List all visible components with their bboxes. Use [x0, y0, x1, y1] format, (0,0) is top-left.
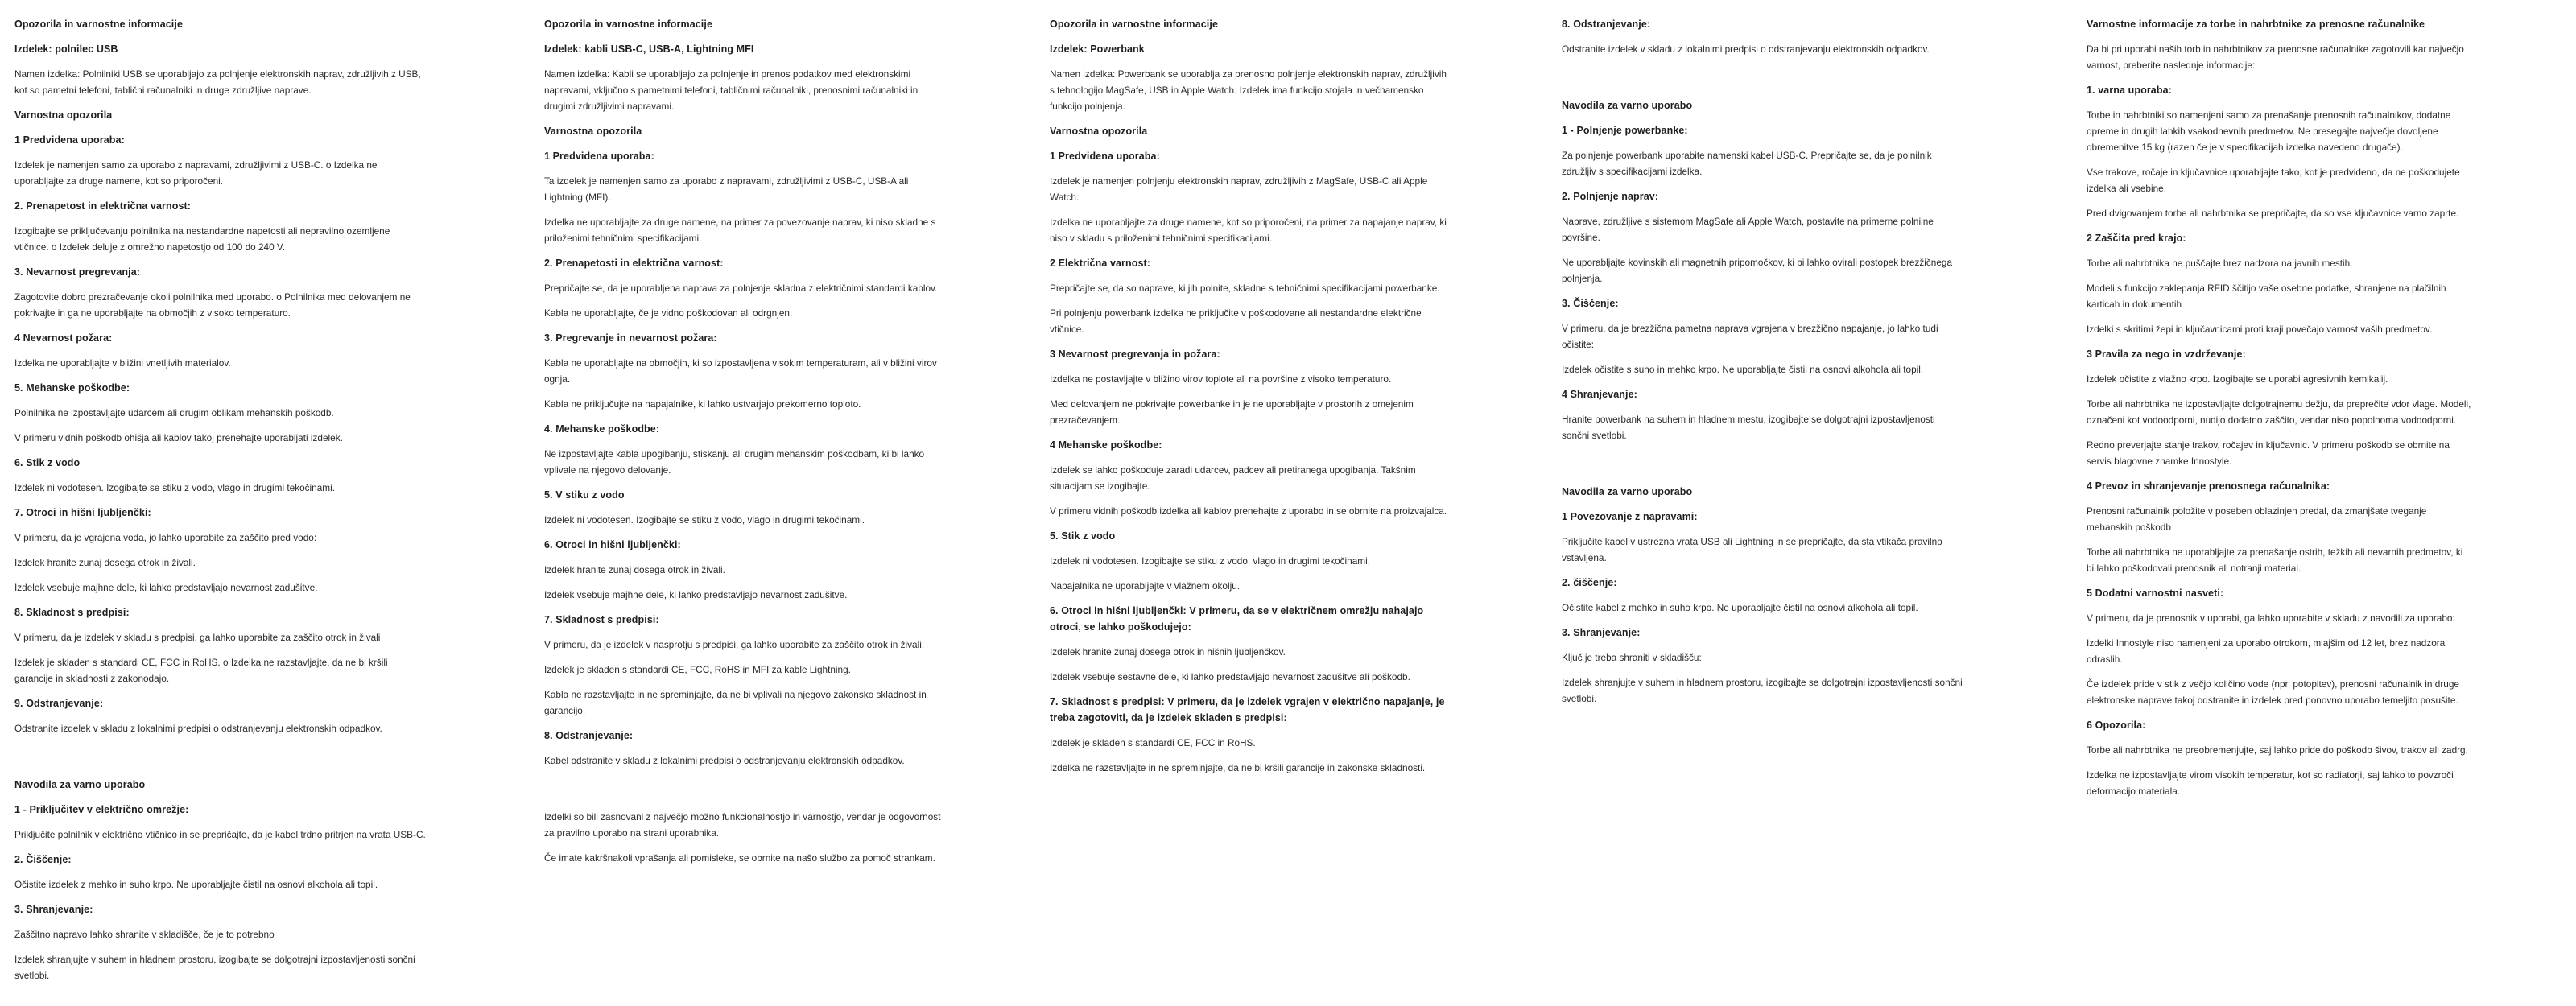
section-heading: Izdelek: Powerbank — [1050, 43, 1145, 55]
paragraph: V primeru, da je brezžična pametna naprava vgrajena v brezžično napajanje, jo lahko tudi očistite: — [1562, 323, 1938, 350]
paragraph: Izdelka ne postavljajte v bližino virov toplote ali na površine z visoko temperaturo. — [1050, 373, 1392, 385]
paragraph: Med delovanjem ne pokrivajte powerbanke in je ne uporabljajte v prostorih z omejenim prezračevanjem. — [1050, 398, 1414, 426]
paragraph: Torbe ali nahrbtnika ne puščajte brez nadzora na javnih mestih. — [2087, 258, 2353, 269]
paragraph: Priključite kabel v ustrezna vrata USB ali Lightning in se prepričajte, da sta vtikača pravilno vstavljena. — [1562, 536, 1942, 563]
paragraph: Napajalnika ne uporabljajte v vlažnem okolju. — [1050, 580, 1241, 592]
paragraph: Izdelek očistite z vlažno krpo. Izogibajte se uporabi agresivnih kemikalij. — [2087, 373, 2388, 385]
section-heading: Opozorila in varnostne informacije — [14, 19, 183, 30]
paragraph: Namen izdelka: Powerbank se uporablja za prenosno polnjenje elektronskih naprav, združljivih s tehnologijo MagSafe, USB in Apple Watch. Izdelek ima funkcijo stojala in večnamensko funkcijo polnjenja. — [1050, 68, 1447, 112]
paragraph: Kabla ne uporabljajte, če je vidno poškodovan ali odrgnjen. — [544, 307, 793, 319]
paragraph: Ta izdelek je namenjen samo za uporabo z napravami, združljivimi z USB-C, USB-A ali Lightning (MFI). — [544, 175, 909, 203]
section-heading: Varnostna opozorila — [14, 109, 113, 121]
paragraph: Izdelek je skladen s standardi CE, FCC, RoHS in MFI za kable Lightning. — [544, 664, 851, 675]
paragraph: Namen izdelka: Polnilniki USB se uporabljajo za polnjenje elektronskih naprav, združljivih z USB, kot so pametni telefoni, tablični računalniki in druge združljive naprave. — [14, 68, 421, 96]
paragraph: Izdelka ne uporabljajte v bližini vnetljivih materialov. — [14, 357, 231, 369]
paragraph: Odstranite izdelek v skladu z lokalnimi predpisi o odstranjevanju elektronskih odpadkov. — [1562, 43, 1930, 55]
paragraph: V primeru, da je vgrajena voda, jo lahko uporabite za zaščito pred vodo: — [14, 532, 317, 543]
section-heading: Navodila za varno uporabo — [14, 779, 146, 790]
paragraph: Izdelek se lahko poškoduje zaradi udarcev, padcev ali pretiranega upogibanja. Takšnim situacijam se izogibajte. — [1050, 464, 1416, 492]
paragraph: Polnilnika ne izpostavljajte udarcem ali drugim oblikam mehanskih poškodb. — [14, 407, 334, 418]
paragraph: Za polnjenje powerbank uporabite namenski kabel USB-C. Prepričajte se, da je polnilnik združljiv s specifikacijami izdelka. — [1562, 150, 1932, 177]
paragraph: Torbe in nahrbtniki so namenjeni samo za prenašanje prenosnih računalnikov, dodatne opreme in drugih lahkih vsakodnevnih predmetov. Ne presegajte največje dovoljene obremenitve 15 kg (razen če je v specifikacijah izdelka navedeno drugače). — [2087, 109, 2451, 153]
paragraph: Izdelek shranjujte v suhem in hladnem prostoru, izogibajte se dolgotrajni izpostavljenosti sončni svetlobi. — [14, 954, 415, 981]
section-heading: 3. Nevarnost pregrevanja: — [14, 266, 141, 278]
paragraph: Izdelek je namenjen polnjenju elektronskih naprav, združljivih z MagSafe, USB-C ali Apple Watch. — [1050, 175, 1428, 203]
spacer — [1562, 66, 1964, 89]
paragraph: Izdelki Innostyle niso namenjeni za uporabo otrokom, mlajšim od 12 let, brez nadzora odraslih. — [2087, 637, 2446, 665]
section-heading: Navodila za varno uporabo — [1562, 486, 1693, 497]
section-heading: 1 Predvidena uporaba: — [544, 150, 654, 162]
section-heading: 6. Otroci in hišni ljubljenčki: V primeru, da se v električnem omrežju nahajajo otroci, se lahko poškodujejo: — [1050, 605, 1424, 633]
section-heading: 4 Shranjevanje: — [1562, 389, 1637, 400]
section-heading: 3 Pravila za nego in vzdrževanje: — [2087, 348, 2246, 360]
section-heading: 8. Odstranjevanje: — [544, 730, 634, 741]
paragraph: Izdelek očistite s suho in mehko krpo. Ne uporabljajte čistil na osnovi alkohola ali topil. — [1562, 364, 1924, 375]
paragraph: Namen izdelka: Kabli se uporabljajo za polnjenje in prenos podatkov med elektronskimi napravami, vključno s pametnimi telefoni, tabličnimi računalniki, prenosnimi računalniki in drugimi združljivimi napravami. — [544, 68, 919, 112]
section-heading: 2. čiščenje: — [1562, 577, 1617, 588]
paragraph: Če izdelek pride v stik z večjo količino vode (npr. potopitev), prenosni računalnik in druge elektronske naprave takoj odstranite in izdelek pred ponovno uporabo temeljito posušite. — [2087, 678, 2459, 706]
paragraph: Izdelek vsebuje majhne dele, ki lahko predstavljajo nevarnost zadušitve. — [544, 589, 848, 600]
section-heading: 5. V stiku z vodo — [544, 489, 625, 501]
paragraph: Pri polnjenju powerbank izdelka ne priključite v poškodovane ali nestandardne električne vtičnice. — [1050, 307, 1422, 335]
paragraph: Izdelek ni vodotesen. Izogibajte se stiku z vodo, vlago in drugimi tekočinami. — [14, 482, 336, 493]
section-heading: Opozorila in varnostne informacije — [544, 19, 712, 30]
spacer — [1562, 452, 1964, 475]
paragraph: Izdelek vsebuje majhne dele, ki lahko predstavljajo nevarnost zadušitve. — [14, 582, 318, 593]
section-heading: Navodila za varno uporabo — [1562, 100, 1693, 111]
paragraph: Izdelek shranjujte v suhem in hladnem prostoru, izogibajte se dolgotrajni izpostavljenosti sončni svetlobi. — [1562, 677, 1963, 704]
section-heading: 5. Stik z vodo — [1050, 530, 1116, 542]
paragraph: Kabel odstranite v skladu z lokalnimi predpisi o odstranjevanju elektronskih odpadkov. — [544, 755, 905, 766]
column-powerbank-safety — [1050, 16, 1452, 785]
section-heading: 3. Shranjevanje: — [1562, 627, 1641, 638]
paragraph: Prepričajte se, da so naprave, ki jih polnite, skladne s tehničnimi specifikacijami powerbanke. — [1050, 282, 1440, 294]
section-heading: 6. Otroci in hišni ljubljenčki: — [544, 539, 681, 550]
paragraph: V primeru vidnih poškodb izdelka ali kablov prenehajte z uporabo in se obrnite na proizvajalca. — [1050, 505, 1447, 517]
paragraph: Izdelki s skritimi žepi in ključavnicami proti kraji povečajo varnost vaših predmetov. — [2087, 324, 2433, 335]
section-heading: Varnostna opozorila — [544, 126, 642, 137]
paragraph: Če imate kakršnakoli vprašanja ali pomisleke, se obrnite na našo službo za pomoč strankam. — [544, 852, 935, 864]
section-heading: 8. Odstranjevanje: — [1562, 19, 1651, 30]
paragraph: V primeru, da je izdelek v skladu s predpisi, ga lahko uporabite za zaščito otrok in živali — [14, 632, 381, 643]
paragraph: Izdelka ne izpostavljajte virom visokih temperatur, kot so radiatorji, saj lahko to povzroči deformacijo materiala. — [2087, 769, 2454, 797]
paragraph: Zaščitno napravo lahko shranite v skladišče, če je to potrebno — [14, 929, 275, 940]
paragraph: Vse trakove, ročaje in ključavnice uporabljajte tako, kot je predvideno, da ne poškodujete izdelka ali vsebine. — [2087, 167, 2460, 194]
paragraph: Naprave, združljive s sistemom MagSafe ali Apple Watch, postavite na primerne polnilne površine. — [1562, 216, 1934, 243]
paragraph: Izdelek ni vodotesen. Izogibajte se stiku z vodo, vlago in drugimi tekočinami. — [544, 514, 865, 526]
section-heading: 3. Pregrevanje in nevarnost požara: — [544, 332, 717, 344]
section-heading: 3 Nevarnost pregrevanja in požara: — [1050, 348, 1220, 360]
paragraph: Izdelka ne razstavljajte in ne spreminjajte, da ne bi kršili garancije in zakonske skladnosti. — [1050, 762, 1426, 773]
paragraph: Kabla ne razstavljajte in ne spreminjajte, da ne bi vplivali na njegovo zakonsko skladnost in garancijo. — [544, 689, 927, 716]
paragraph: V primeru, da je izdelek v nasprotju s predpisi, ga lahko uporabite za zaščito otrok in živali: — [544, 639, 925, 650]
paragraph: Kabla ne priključujte na napajalnike, ki lahko ustvarjajo prekomerno toploto. — [544, 398, 861, 410]
section-heading: 5. Mehanske poškodbe: — [14, 382, 130, 394]
paragraph: Pred dvigovanjem torbe ali nahrbtnika se prepričajte, da so vse ključavnice varno zaprte. — [2087, 208, 2459, 219]
paragraph: Izdelek hranite zunaj dosega otrok in živali. — [544, 564, 725, 575]
section-heading: Izdelek: kabli USB-C, USB-A, Lightning MFI — [544, 43, 754, 55]
section-heading: 1 - Polnjenje powerbanke: — [1562, 125, 1688, 136]
paragraph: Izdelek hranite zunaj dosega otrok in hišnih ljubljenčkov. — [1050, 646, 1286, 658]
column-usb-charger-safety — [14, 16, 427, 992]
section-heading: Varnostne informacije za torbe in nahrbtnike za prenosne računalnike — [2087, 19, 2425, 30]
paragraph: Kabla ne uporabljajte na območjih, ki so izpostavljena visokim temperaturam, ali v bližini virov ognja. — [544, 357, 937, 385]
section-heading: 4 Nevarnost požara: — [14, 332, 113, 344]
section-heading: 2 Zaščita pred krajo: — [2087, 233, 2186, 244]
section-heading: 6 Opozorila: — [2087, 719, 2146, 731]
section-heading: 1. varna uporaba: — [2087, 85, 2172, 96]
paragraph: Torbe ali nahrbtnika ne izpostavljajte dolgotrajnemu dežju, da preprečite vdor vlage. Modeli, označeni kot vodoodporni, nudijo dodatno zaščito, vendar niso popolnoma vodoodporni. — [2087, 398, 2471, 426]
column-powerbank-usage — [1562, 16, 1964, 715]
section-heading: 4 Prevoz in shranjevanje prenosnega računalnika: — [2087, 480, 2330, 492]
section-heading: 2 Električna varnost: — [1050, 258, 1151, 269]
paragraph: Izdelek ni vodotesen. Izogibajte se stiku z vodo, vlago in drugimi tekočinami. — [1050, 555, 1371, 567]
section-heading: 6. Stik z vodo — [14, 457, 80, 468]
section-heading: Varnostna opozorila — [1050, 126, 1148, 137]
column-cables-safety — [544, 16, 947, 875]
paragraph: Ključ je treba shraniti v skladišču: — [1562, 652, 1702, 663]
section-heading: 3. Shranjevanje: — [14, 904, 93, 915]
paragraph: Da bi pri uporabi naših torb in nahrbtnikov za prenosne računalnike zagotovili kar največjo varnost, preberite naslednje informacije: — [2087, 43, 2464, 71]
paragraph: Izdelki so bili zasnovani z največjo možno funkcionalnostjo in varnostjo, vendar je odgovornost za pravilno uporabo na strani uporabnika. — [544, 811, 941, 839]
paragraph: Priključite polnilnik v električno vtičnico in se prepričajte, da je kabel trdno pritrjen na vrata USB-C. — [14, 829, 426, 840]
paragraph: V primeru, da je prenosnik v uporabi, ga lahko uporabite v skladu z navodili za uporabo: — [2087, 612, 2455, 624]
paragraph: Redno preverjajte stanje trakov, ročajev in ključavnic. V primeru poškodb se obrnite na servis blagovne znamke Innostyle. — [2087, 439, 2450, 467]
paragraph: Izdelek je skladen s standardi CE, FCC in RoHS. o Izdelka ne razstavljajte, da ne bi kršili garancije in skladnosti z zakonodajo. — [14, 657, 388, 684]
paragraph: Očistite izdelek z mehko in suho krpo. Ne uporabljajte čistil na osnovi alkohola ali topil. — [14, 879, 378, 890]
column-laptop-bags-safety — [2087, 16, 2471, 808]
section-heading: Opozorila in varnostne informacije — [1050, 19, 1218, 30]
paragraph: Izdelek hranite zunaj dosega otrok in živali. — [14, 557, 196, 568]
paragraph: Zagotovite dobro prezračevanje okoli polnilnika med uporabo. o Polnilnika med delovanjem ne pokrivajte in ga ne uporabljajte na območjih z visoko temperaturo. — [14, 291, 411, 319]
section-heading: 8. Skladnost s predpisi: — [14, 607, 130, 618]
paragraph: Izogibajte se priključevanju polnilnika na nestandardne napetosti ali nepravilno ozemljene vtičnice. o Izdelek deluje z omrežno napetostjo od 100 do 240 V. — [14, 225, 390, 253]
paragraph: Izdelek vsebuje sestavne dele, ki lahko predstavljajo nevarnost zadušitve ali poškodb. — [1050, 671, 1410, 682]
section-heading: 1 Predvidena uporaba: — [1050, 150, 1160, 162]
paragraph: Očistite kabel z mehko in suho krpo. Ne uporabljajte čistil na osnovi alkohola ali topil. — [1562, 602, 1918, 613]
section-heading: 1 Predvidena uporaba: — [14, 134, 125, 146]
paragraph: Prenosni računalnik položite v poseben oblazinjen predal, da zmanjšate tveganje mehanskih poškodb — [2087, 505, 2427, 533]
paragraph: Ne uporabljajte kovinskih ali magnetnih pripomočkov, ki bi lahko ovirali postopek brezžičnega polnjenja. — [1562, 257, 1953, 284]
section-heading: 2. Čiščenje: — [14, 854, 72, 865]
section-heading: 4 Mehanske poškodbe: — [1050, 439, 1162, 451]
paragraph: Izdelka ne uporabljajte za druge namene, kot so priporočeni, na primer za napajanje naprav, ki niso v skladu s priloženimi tehničnimi specifikacijami. — [1050, 216, 1447, 244]
section-heading: 9. Odstranjevanje: — [14, 698, 104, 709]
paragraph: Prepričajte se, da je uporabljena naprava za polnjenje skladna z električnimi standardi kablov. — [544, 282, 938, 294]
paragraph: Ne izpostavljajte kabla upogibanju, stiskanju ali drugim mehanskim poškodbam, ki bi lahko vplivale na njegovo delovanje. — [544, 448, 925, 476]
paragraph: Torbe ali nahrbtnika ne uporabljajte za prenašanje ostrih, težkih ali nevarnih predmetov, ki bi lahko poškodovali prenosnik ali notranji material. — [2087, 546, 2463, 574]
paragraph: Izdelek je namenjen samo za uporabo z napravami, združljivimi z USB-C. o Izdelka ne uporabljajte za druge namene, kot so priporočeni. — [14, 159, 378, 187]
section-heading: 7. Otroci in hišni ljubljenčki: — [14, 507, 151, 518]
section-heading: Izdelek: polnilec USB — [14, 43, 118, 55]
paragraph: Torbe ali nahrbtnika ne preobremenjujte, saj lahko pride do poškodb šivov, trakov ali zadrg. — [2087, 744, 2468, 756]
section-heading: 7. Skladnost s predpisi: V primeru, da je izdelek vgrajen v električno napajanje, je treba zagotoviti, da je izdelek skladen s predpisi: — [1050, 696, 1445, 724]
paragraph: Izdelka ne uporabljajte za druge namene, na primer za povezovanje naprav, ki niso skladne s priloženimi tehničnimi specifikacijami. — [544, 216, 936, 244]
paragraph: Izdelek je skladen s standardi CE, FCC in RoHS. — [1050, 737, 1256, 748]
section-heading: 2. Polnjenje naprav: — [1562, 191, 1659, 202]
spacer — [14, 745, 427, 768]
section-heading: 1 - Priključitev v električno omrežje: — [14, 804, 189, 815]
section-heading: 1 Povezovanje z napravami: — [1562, 511, 1698, 522]
spacer — [544, 777, 947, 800]
section-heading: 5 Dodatni varnostni nasveti: — [2087, 588, 2224, 599]
section-heading: 7. Skladnost s predpisi: — [544, 614, 659, 625]
section-heading: 4. Mehanske poškodbe: — [544, 423, 660, 435]
section-heading: 2. Prenapetosti in električna varnost: — [544, 258, 724, 269]
section-heading: 3. Čiščenje: — [1562, 298, 1619, 309]
paragraph: Hranite powerbank na suhem in hladnem mestu, izogibajte se dolgotrajni izpostavljenosti sončni svetlobi. — [1562, 414, 1935, 441]
paragraph: Modeli s funkcijo zaklepanja RFID ščitijo vaše osebne podatke, shranjene na plačilnih karticah in dokumentih — [2087, 282, 2446, 310]
section-heading: 2. Prenapetost in električna varnost: — [14, 200, 192, 212]
paragraph: V primeru vidnih poškodb ohišja ali kablov takoj prenehajte uporabljati izdelek. — [14, 432, 343, 443]
paragraph: Odstranite izdelek v skladu z lokalnimi predpisi o odstranjevanju elektronskih odpadkov. — [14, 723, 382, 734]
